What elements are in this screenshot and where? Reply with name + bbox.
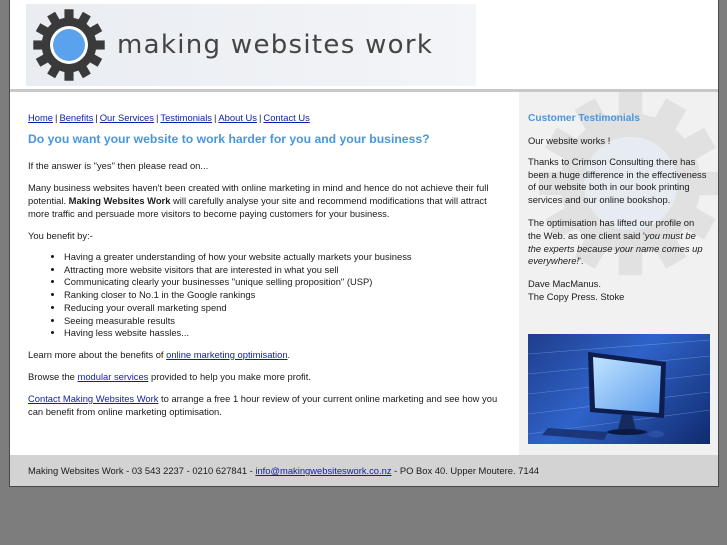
benefit-item: • Communicating clearly your businesses "unique selling proposition" (USP) bbox=[64, 276, 501, 289]
nav-link-about-us[interactable]: About Us bbox=[218, 112, 257, 123]
benefits-list bbox=[64, 251, 501, 340]
testimonials-sidebar bbox=[519, 92, 718, 455]
learn-more-end: . bbox=[287, 348, 291, 360]
learn-more-text bbox=[28, 348, 501, 361]
testimonial-quote-start: The optimisation has lifted our profile on the Web. as one client said ' bbox=[528, 216, 695, 241]
gear-logo-icon bbox=[31, 7, 107, 83]
testimonial-attribution bbox=[528, 278, 709, 304]
browse-text bbox=[28, 370, 501, 383]
contact-text-end: to arrange a free 1 hour review of your current online marketing and see how you can benefit from online marketing optimisation. bbox=[28, 392, 498, 417]
benefit-item: • Attracting more website visitors that are interested in what you sell bbox=[64, 264, 501, 277]
contact-making-websites-work-link[interactable]: Contact Making Websites Work bbox=[28, 392, 159, 404]
testimonial-company: The Copy Press. Stoke bbox=[528, 290, 625, 302]
computer-monitor-image bbox=[528, 334, 710, 444]
main-content bbox=[10, 92, 519, 455]
nav-separator: | bbox=[155, 112, 159, 123]
benefit-item: • Reducing your overall marketing spend bbox=[64, 302, 501, 315]
benefit-item: • Having a greater understanding of how your website actually markets your business bbox=[64, 251, 501, 264]
benefit-item: • Seeing measurable results bbox=[64, 315, 501, 328]
testimonials-heading: Customer Testimonials bbox=[528, 113, 640, 124]
brand-name-bold: Making Websites Work bbox=[68, 195, 171, 206]
nav-link-our-services[interactable]: Our Services bbox=[99, 112, 154, 123]
nav-separator: | bbox=[258, 112, 262, 123]
benefit-item: • Having less website hassles... bbox=[64, 327, 501, 340]
header bbox=[10, 0, 718, 92]
nav-separator: | bbox=[55, 112, 58, 123]
testimonial-line: Our website works ! bbox=[528, 135, 611, 146]
testimonial-author: Dave MacManus. bbox=[528, 278, 601, 290]
nav-separator: | bbox=[213, 112, 217, 123]
testimonial-quote-end: '. bbox=[579, 255, 584, 267]
footer bbox=[10, 455, 718, 487]
intro-paragraph-start: Many business websites haven't been created with online marketing in mind and hence do not achieve their full potential. bbox=[28, 182, 489, 206]
learn-more-start: Learn more about the benefits of bbox=[28, 348, 167, 360]
monitor-illustration-icon bbox=[528, 334, 710, 444]
testimonial-body: Thanks to Crimson Consulting there has been a huge difference in the effectiveness of our website both in our book printing services and our online bookshop. bbox=[528, 155, 707, 206]
intro-paragraph bbox=[28, 181, 501, 220]
testimonial-quote-italic: you must be the experts because your name comes up everywhere! bbox=[528, 229, 703, 267]
online-marketing-optimisation-link[interactable]: online marketing optimisation bbox=[166, 348, 288, 360]
logo-banner[interactable] bbox=[26, 4, 476, 86]
page-heading: Do you want your website to work harder for you and your business? bbox=[28, 132, 430, 146]
intro-paragraph-end: will carefully analyse your site and recommend modifications that will attract more traffic and persuade more visitors to become paying customers for your business. bbox=[28, 195, 487, 219]
page-container bbox=[9, 0, 719, 487]
nav-link-contact-us[interactable]: Contact Us bbox=[263, 112, 310, 123]
page-background bbox=[0, 487, 727, 545]
browse-end: provided to help you make more profit. bbox=[148, 370, 311, 382]
top-nav bbox=[28, 112, 501, 123]
footer-address: - PO Box 40. Upper Moutere. 7144 bbox=[391, 465, 540, 476]
footer-contact-info: Making Websites Work - 03 543 2237 - 0210 627841 - bbox=[28, 465, 256, 476]
nav-separator: | bbox=[95, 112, 98, 123]
modular-services-link[interactable]: modular services bbox=[77, 370, 149, 382]
nav-link-home[interactable]: Home bbox=[28, 112, 54, 123]
nav-link-benefits[interactable]: Benefits bbox=[59, 112, 94, 123]
testimonial-quote bbox=[528, 217, 709, 268]
intro-text: If the answer is "yes" then please read on... bbox=[28, 160, 209, 171]
footer-email-link[interactable]: info@makingwebsiteswork.co.nz bbox=[255, 465, 392, 476]
benefit-item: • Ranking closer to No.1 in the Google rankings bbox=[64, 289, 501, 302]
browse-start: Browse the bbox=[28, 370, 78, 382]
contact-text bbox=[28, 392, 501, 418]
logo-text: making websites work bbox=[117, 30, 434, 60]
benefits-intro: You benefit by:- bbox=[28, 230, 93, 241]
nav-link-testimonials[interactable]: Testimonials bbox=[160, 112, 212, 123]
